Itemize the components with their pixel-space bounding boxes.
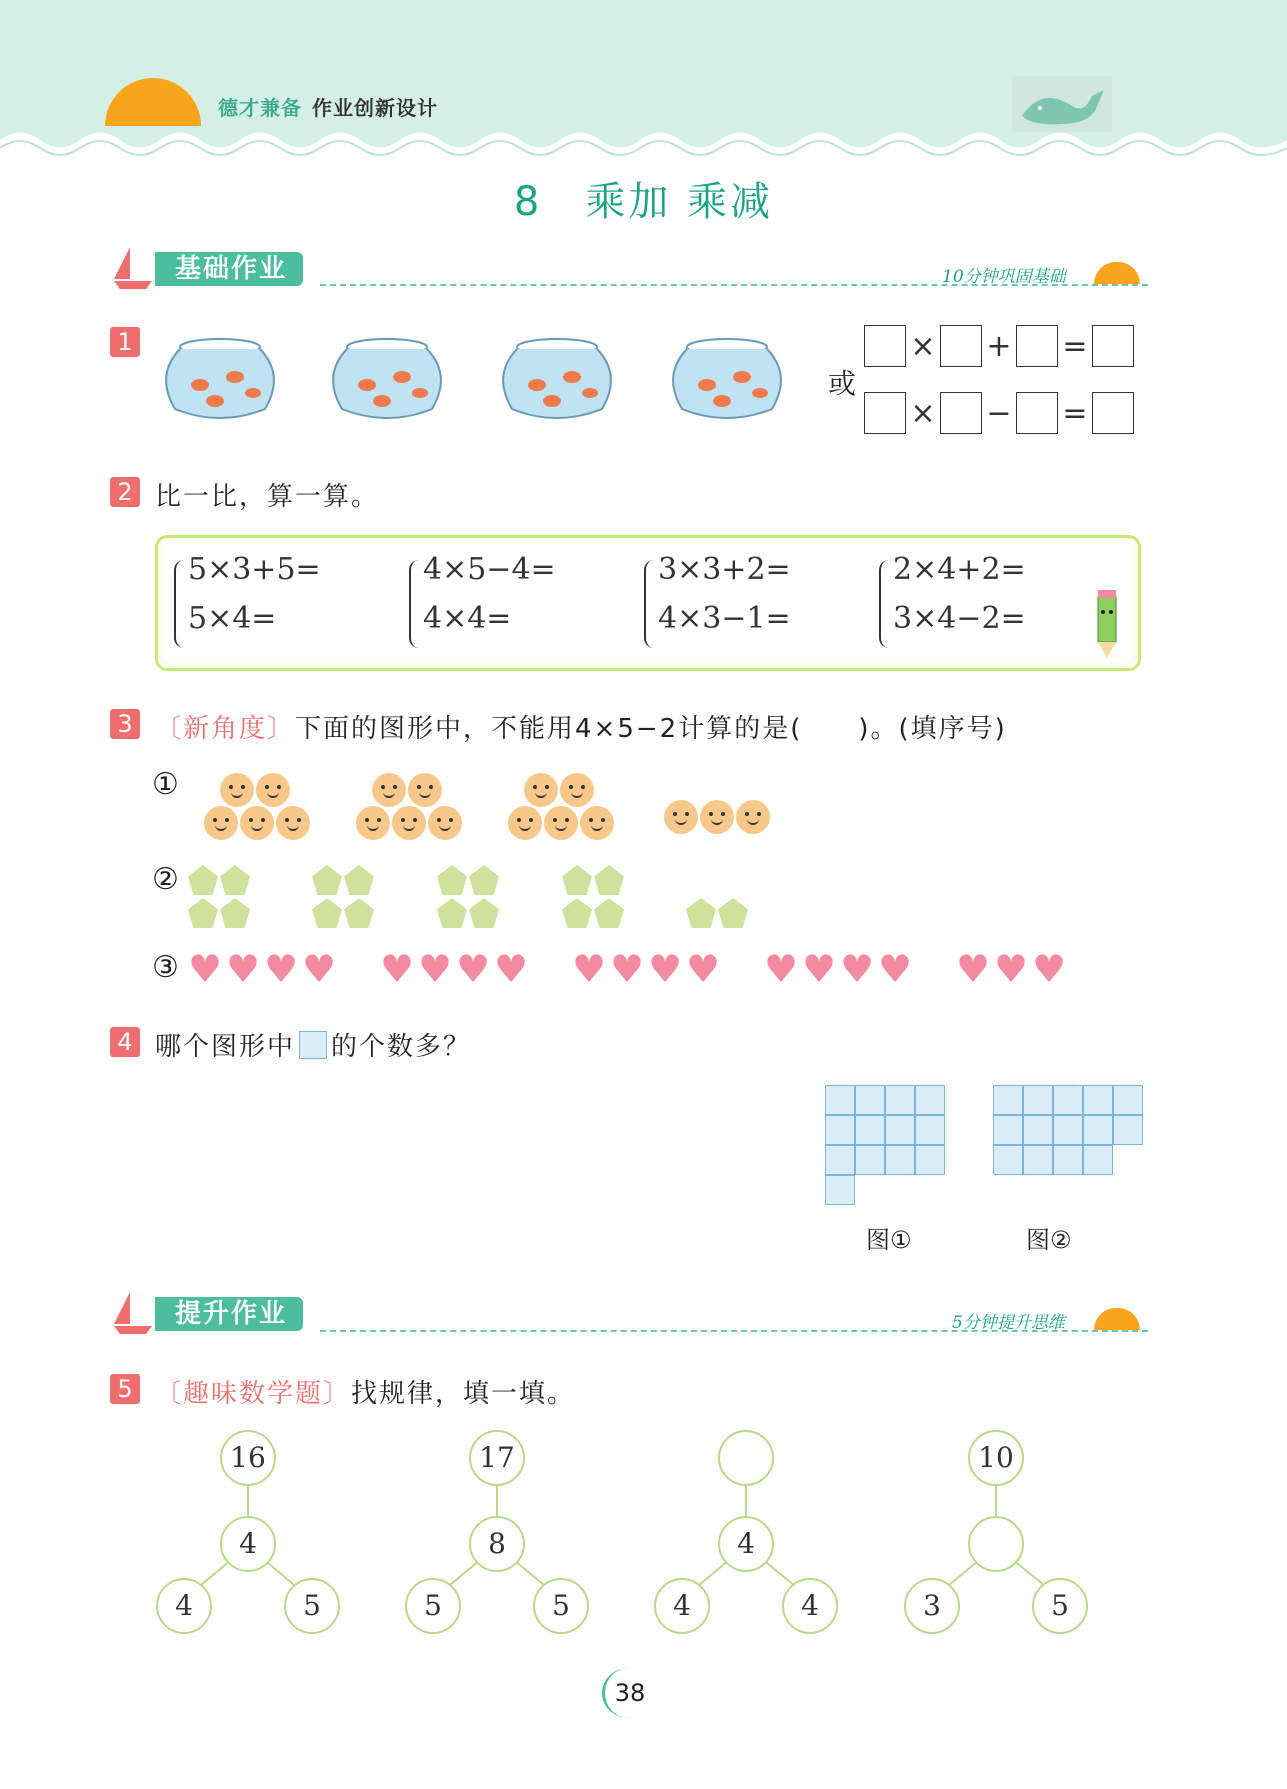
pentagon-shape: [312, 898, 342, 928]
answer-box[interactable]: [1016, 325, 1058, 367]
page-number: 38: [602, 1668, 655, 1718]
question-body-start: 哪个图形中: [155, 1032, 296, 1062]
tree-node-middle: 8: [469, 1516, 525, 1572]
pentagon-shape: [469, 898, 499, 928]
pentagon-shape: [594, 865, 624, 895]
answer-box[interactable]: [1092, 392, 1134, 434]
answer-box[interactable]: [1016, 392, 1058, 434]
heart-icon: ♥: [840, 947, 875, 991]
question-body: 下面的图形中，不能用4×5−2计算的是( )。(填序号): [295, 714, 1007, 744]
equation-bottom: 4×3−1=: [658, 601, 791, 636]
question-tag: 〔趣味数学题〕: [155, 1379, 352, 1409]
sailboat-icon: [110, 1290, 156, 1336]
pentagon-shape: [344, 898, 374, 928]
heart-icon: ♥: [686, 947, 721, 991]
grid-cell: [1023, 1085, 1053, 1115]
grid-cell: [1083, 1085, 1113, 1115]
pentagon-shape: [312, 865, 342, 895]
pentagon-shape: [686, 898, 716, 928]
option-label: ③: [152, 950, 179, 985]
tree-node-left: 3: [904, 1578, 960, 1634]
grid-cell: [855, 1115, 885, 1145]
tree-node-left: 4: [654, 1578, 710, 1634]
heart-icon: ♥: [610, 947, 645, 991]
grid-cell: [1053, 1085, 1083, 1115]
answer-box[interactable]: [940, 325, 982, 367]
option-label: ②: [152, 862, 179, 897]
fishbowl-icon: [662, 335, 792, 425]
smiley-face-icon: [508, 806, 542, 840]
grid-cell: [915, 1145, 945, 1175]
option-label: ①: [152, 767, 179, 802]
pentagon-shape: [469, 865, 499, 895]
page-title: 8 乘加 乘减: [513, 179, 774, 225]
operator: =: [1062, 395, 1088, 431]
answer-box[interactable]: [864, 392, 906, 434]
pentagon-shape: [220, 898, 250, 928]
grid-cell: [1113, 1085, 1143, 1115]
section-basic: [110, 245, 156, 295]
heart-icon: ♥: [994, 947, 1029, 991]
grid-cell: [825, 1085, 855, 1115]
heart-icon: ♥: [226, 947, 261, 991]
tree-node-top: [718, 1430, 774, 1486]
pentagon-shape: [437, 865, 467, 895]
fishbowl-icon: [322, 335, 452, 425]
tree-node-right: 5: [533, 1578, 589, 1634]
grid-cell: [1023, 1145, 1053, 1175]
heart-icon: ♥: [764, 947, 799, 991]
equation-bottom: 5×4=: [188, 601, 277, 636]
heart-icon: ♥: [572, 947, 607, 991]
smiley-face-icon: [356, 806, 390, 840]
pencil-mascot-icon: [1088, 586, 1128, 662]
section-advanced: [110, 1290, 156, 1340]
or-label: 或: [828, 367, 857, 400]
smiley-face-icon: [204, 806, 238, 840]
tree-node-right: 5: [1032, 1578, 1088, 1634]
section-basic-label: 基础作业: [155, 252, 303, 286]
grid-cell: [1083, 1115, 1113, 1145]
heart-icon: ♥: [1032, 947, 1067, 991]
smiley-face-icon: [220, 773, 254, 807]
equation-row-2: [864, 392, 1134, 434]
grid-cell: [855, 1085, 885, 1115]
pentagon-shape: [718, 898, 748, 928]
tree-node-right: 5: [284, 1578, 340, 1634]
answer-box[interactable]: [864, 325, 906, 367]
mini-sun-icon: [1094, 1308, 1140, 1330]
brace: [879, 560, 891, 648]
pentagon-shape: [594, 898, 624, 928]
smiley-face-icon: [700, 800, 734, 834]
grid-cell: [915, 1115, 945, 1145]
whale-icon: [1012, 76, 1112, 132]
pentagon-shape: [562, 865, 592, 895]
section-advanced-label: 提升作业: [155, 1297, 303, 1331]
heart-icon: ♥: [456, 947, 491, 991]
equation-pair: [423, 552, 556, 636]
grid-cell: [885, 1115, 915, 1145]
heart-icon: ♥: [494, 947, 529, 991]
smiley-face-icon: [524, 773, 558, 807]
heart-icon: ♥: [380, 947, 415, 991]
smiley-face-icon: [560, 773, 594, 807]
heart-icon: ♥: [648, 947, 683, 991]
pentagon-shape: [188, 898, 218, 928]
question-body-end: 的个数多？: [331, 1032, 472, 1062]
smiley-face-icon: [428, 806, 462, 840]
question-number: 2: [110, 477, 140, 507]
equation-bottom: 4×4=: [423, 601, 512, 636]
operator: ×: [910, 395, 936, 431]
fishbowl-icon: [155, 335, 285, 425]
tree-node-left: 5: [405, 1578, 461, 1634]
smiley-face-icon: [736, 800, 770, 834]
equation-pair: [188, 552, 321, 636]
question-text: 比一比，算一算。: [155, 482, 380, 512]
smiley-face-icon: [392, 806, 426, 840]
heart-icon: ♥: [878, 947, 913, 991]
equation-top: 2×4+2=: [893, 552, 1026, 587]
heart-icon: ♥: [188, 947, 223, 991]
smiley-face-icon: [664, 800, 698, 834]
grid-cell: [1083, 1145, 1113, 1175]
grid-cell: [1113, 1115, 1143, 1145]
question-number: 4: [110, 1027, 140, 1057]
operator: =: [1062, 328, 1088, 364]
tree-node-middle: 4: [718, 1516, 774, 1572]
brace: [409, 560, 421, 648]
equation-pair: [893, 552, 1026, 636]
brace: [644, 560, 656, 648]
section-advanced-time: 5分钟提升思维: [952, 1313, 1065, 1333]
pentagon-shape: [344, 865, 374, 895]
brace: [174, 560, 186, 648]
question-tag: 〔新角度〕: [155, 714, 296, 744]
brand-green-text: 德才兼备: [218, 96, 302, 120]
question-number: 5: [110, 1374, 140, 1404]
equation-row-1: [864, 325, 1134, 367]
smiley-face-icon: [580, 806, 614, 840]
heart-icon: ♥: [956, 947, 991, 991]
operator: −: [986, 395, 1012, 431]
pentagon-shape: [220, 865, 250, 895]
grid-cell: [993, 1115, 1023, 1145]
sailboat-icon: [110, 245, 156, 291]
fishbowl-icon: [492, 335, 622, 425]
brand-dark-text: 作业创新设计: [312, 96, 438, 120]
equation-top: 4×5−4=: [423, 552, 556, 587]
equation-bottom: 3×4−2=: [893, 601, 1026, 636]
grid-cell: [855, 1145, 885, 1175]
pentagon-shape: [188, 865, 218, 895]
tree-node-top: 10: [968, 1430, 1024, 1486]
grid-cell: [993, 1085, 1023, 1115]
question-number: 3: [110, 709, 140, 739]
grid-cell: [1053, 1145, 1083, 1175]
tree-node-middle: [968, 1516, 1024, 1572]
tree-node-top: 16: [220, 1430, 276, 1486]
question-text: [155, 708, 1007, 745]
grid-cell: [825, 1145, 855, 1175]
pentagon-shape: [437, 898, 467, 928]
answer-box[interactable]: [1092, 325, 1134, 367]
grid-cell: [825, 1115, 855, 1145]
equation-top: 5×3+5=: [188, 552, 321, 587]
heart-icon: ♥: [302, 947, 337, 991]
smiley-face-icon: [544, 806, 578, 840]
tree-node-left: 4: [156, 1578, 212, 1634]
smiley-face-icon: [408, 773, 442, 807]
smiley-face-icon: [256, 773, 290, 807]
heart-icon: ♥: [802, 947, 837, 991]
figure-caption: 图②: [1026, 1226, 1072, 1254]
grid-cell: [915, 1085, 945, 1115]
grid-cell: [993, 1145, 1023, 1175]
heart-icon: ♥: [418, 947, 453, 991]
section-basic-time: 10分钟巩固基础: [942, 267, 1066, 287]
question-text: [155, 1026, 471, 1063]
compare-card: [155, 535, 1141, 671]
figure-caption: 图①: [866, 1226, 912, 1254]
grid-cell: [825, 1175, 855, 1205]
pentagon-shape: [562, 898, 592, 928]
grid-cell: [885, 1145, 915, 1175]
equation-top: 3×3+2=: [658, 552, 791, 587]
tree-node-right: 4: [782, 1578, 838, 1634]
smiley-face-icon: [372, 773, 406, 807]
question-body: 找规律，填一填。: [351, 1379, 576, 1409]
grid-cell: [1053, 1115, 1083, 1145]
tree-node-top: 17: [469, 1430, 525, 1486]
smiley-face-icon: [276, 806, 310, 840]
operator: ×: [910, 328, 936, 364]
heart-icon: ♥: [264, 947, 299, 991]
grid-cell: [1023, 1115, 1053, 1145]
equation-pair: [658, 552, 791, 636]
smiley-face-icon: [240, 806, 274, 840]
mini-sun-icon: [1094, 262, 1140, 284]
square-icon: [299, 1031, 327, 1059]
answer-box[interactable]: [940, 392, 982, 434]
grid-cell: [885, 1085, 915, 1115]
question-number: 1: [110, 327, 140, 357]
tree-node-middle: 4: [220, 1516, 276, 1572]
operator: +: [986, 328, 1012, 364]
